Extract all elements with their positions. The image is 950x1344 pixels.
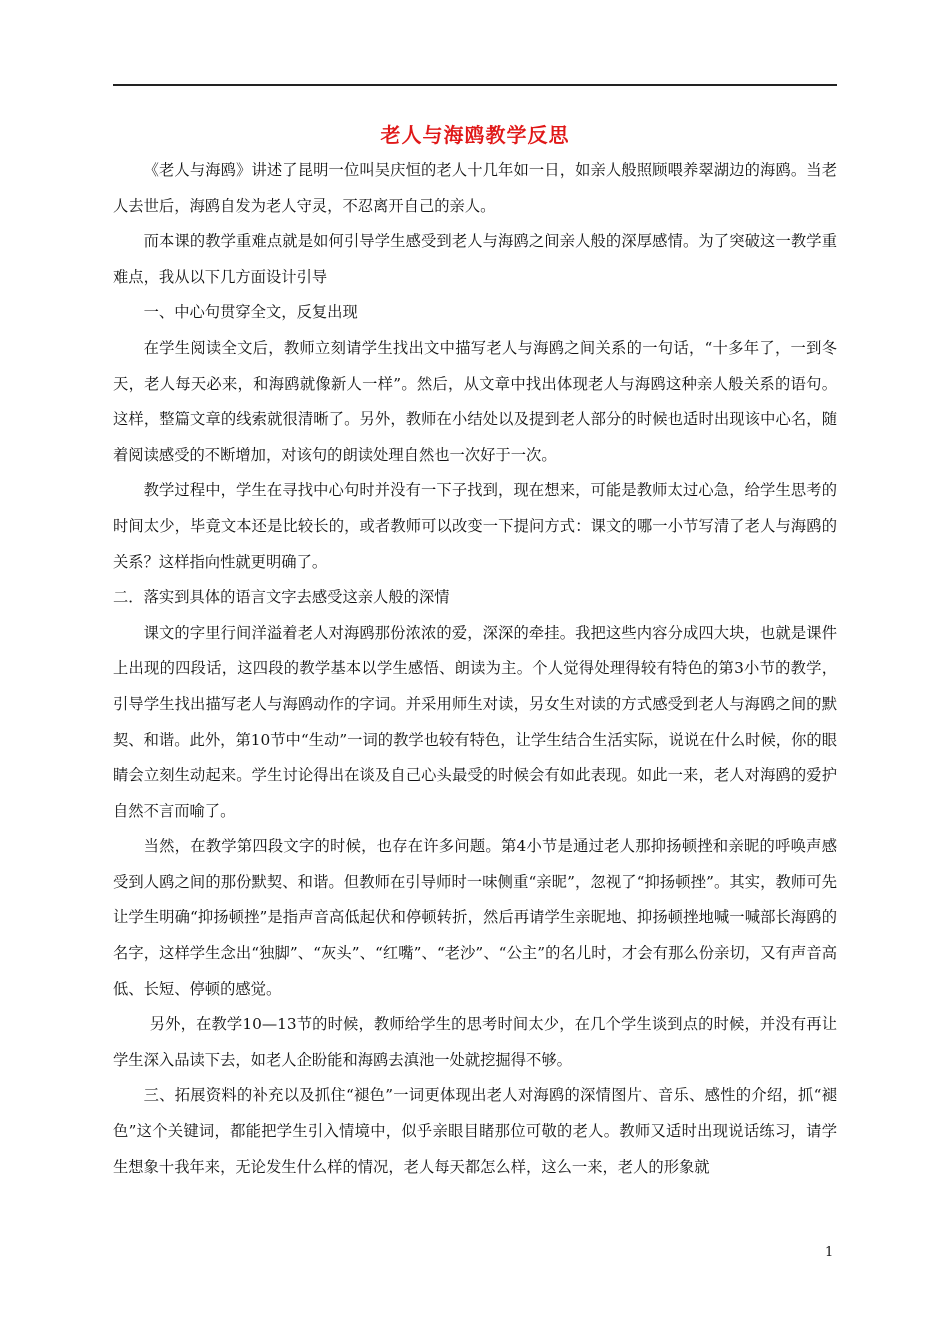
page-number: 1 xyxy=(825,1245,834,1260)
section-heading-2: 二．落实到具体的语言文字去感受这亲人般的深情 xyxy=(113,588,450,607)
paragraph-teaching-process: 教学过程中，学生在寻找中心句时并没有一下子找到，现在想来，可能是教师太过心急，给学生思考的时间太少，毕竟文本还是比较长的，或者教师可以改变一下提问方式：课文的哪一小节写清了老人与海鸥的关系？这样指向性就更明确了。 xyxy=(113,481,837,571)
document-body xyxy=(113,153,837,1185)
paragraph-problems: 当然，在教学第四段文字的时候，也存在许多问题。第4小节是通过老人那抑扬顿挫和亲昵的呼唤声感受到人鸥之间的那份默契、和谐。但教师在引导师时一味侧重“亲昵”，忽视了“抑扬顿挫”。其实，教师可先让学生明确“抑扬顿挫”是指声音高低起伏和停顿转折，然后再请学生亲昵地、抑扬顿挫地喊一喊部长海鸥的名字，这样学生念出“独脚”、“灰头”、“红嘴”、“老沙”、“公主”的名儿时，才会有那么份亲切，又有声音高低、长短、停顿的感觉。 xyxy=(113,837,837,998)
section-heading-1: 一、中心句贯穿全文，反复出现 xyxy=(143,303,358,322)
paragraph-intro: 《老人与海鸥》讲述了昆明一位叫吴庆恒的老人十几年如一日，如亲人般照顾喂养翠湖边的海鸥。当老人去世后，海鸥自发为老人守灵，不忍离开自己的亲人。 xyxy=(113,161,837,215)
paragraph-focus: 而本课的教学重难点就是如何引导学生感受到老人与海鸥之间亲人般的深厚感情。为了突破这一教学重难点，我从以下几方面设计引导 xyxy=(113,232,837,286)
paragraph-additional: 另外，在教学10—13节的时候，教师给学生的思考时间太少，在几个学生谈到点的时候，并没有再让学生深入品读下去，如老人企盼能和海鸥去滇池一处就挖掘得不够。 xyxy=(113,1015,837,1069)
header-rule xyxy=(113,84,837,86)
section-heading-3: 三、拓展资料的补充以及抓住“褪色”一词更体现出老人对海鸥的深情图片、音乐、感性的介绍，抓“褪色”这个关键词，都能把学生引入情境中，似乎亲眼目睹那位可敬的老人。教师又适时出现说话练习，请学生想象十我年来，无论发生什么样的情况，老人每天都怎么样，这么一来，老人的形象就 xyxy=(113,1086,837,1176)
paragraph-text-analysis: 课文的字里行间洋溢着老人对海鸥那份浓浓的爱，深深的牵挂。我把这些内容分成四大块，也就是课件上出现的四段话，这四段的教学基本以学生感悟、朗读为主。个人觉得处理得较有特色的第3小节的教学，引导学生找出描写老人与海鸥动作的字词。并采用师生对读，另女生对读的方式感受到老人与海鸥之间的默契、和谐。此外，第10节中“生动”一词的教学也较有特色，让学生结合生活实际，说说在什么时候，你的眼睛会立刻生动起来。学生讨论得出在谈及自己心头最受的时候会有如此表现。如此一来，老人对海鸥的爱护自然不言而喻了。 xyxy=(113,623,837,820)
document-title: 老人与海鸥教学反思 xyxy=(380,123,570,147)
paragraph-central-sentence: 在学生阅读全文后，教师立刻请学生找出文中描写老人与海鸥之间关系的一句话，“十多年了，一到冬天，老人每天必来，和海鸥就像新人一样”。然后，从文章中找出体现老人与海鸥这种亲人般关系的语句。这样，整篇文章的线索就很清晰了。另外，教师在小结处以及提到老人部分的时候也适时出现该中心名，随着阅读感受的不断增加，对该句的朗读处理自然也一次好于一次。 xyxy=(113,338,837,464)
